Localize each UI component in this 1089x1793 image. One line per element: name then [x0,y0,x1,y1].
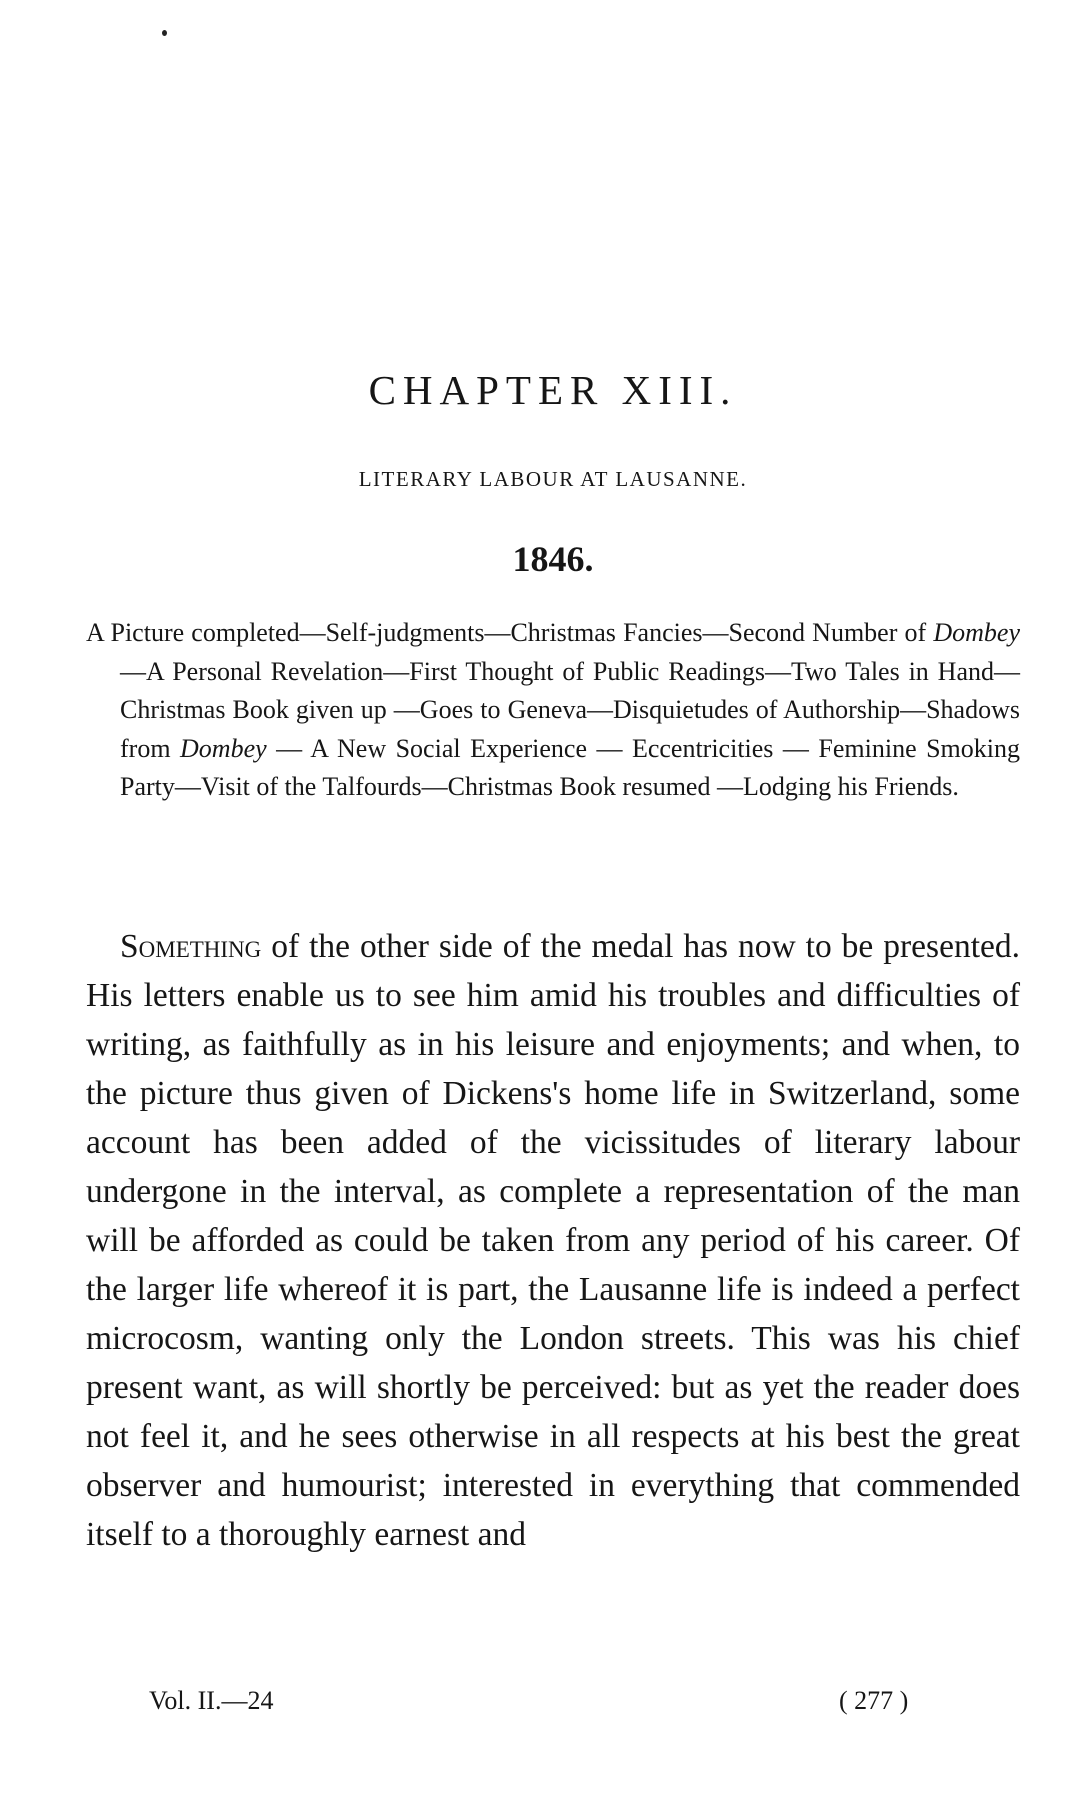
synopsis-text-3: — A New Social Experience — Eccentricities — Feminine Smoking Party—Visit of the Talfourds—Christmas Book resumed —Lodging his Friends. [120,733,1020,801]
chapter-heading: CHAPTER XIII. [368,367,738,413]
body-paragraph [86,922,1020,1559]
footer-page-number: ( 277 ) [839,1686,909,1715]
body-lead-word: Something [120,928,262,965]
ink-speck [162,30,167,36]
chapter-synopsis [86,614,1020,807]
footer-volume-signature: Vol. II.—24 [149,1686,274,1715]
body-text: of the other side of the medal has now to be presented. His letters enable us to see him amid his troubles and difficulties of writing, as faithfully as in his leisure and enjoyments; and when, to the picture thus given of Dickens's home life in Switzerland, some account has been added of the vicissitudes of literary labour undergone in the interval, as complete a representation of the man will be afforded as could be taken from any period of his career. Of the larger life whereof it is part, the Lausanne life is indeed a perfect microcosm, wanting only the London streets. This was his chief present want, as will shortly be perceived: but as yet the reader does not feel it, and he sees otherwise in all respects at his best the great observer and humourist; interested in everything that commended itself to a thoroughly earnest and [86,928,1020,1553]
synopsis-title-dombey-2: Dombey [180,733,267,763]
chapter-subtitle: LITERARY LABOUR AT LAUSANNE. [358,467,748,491]
chapter-year: 1846. [512,539,594,579]
book-page [86,0,1020,1793]
synopsis-text-1: A Picture completed—Self-judgments—Christmas Fancies—Second Number of [86,618,934,647]
synopsis-title-dombey-1: Dombey [933,618,1020,647]
synopsis-text-2: —A Personal Revelation—First Thought of Public Readings—Two Tales in Hand—Christmas Book given up —Goes to Geneva—Disquietudes of Authorship—Shadows from [120,656,1020,763]
